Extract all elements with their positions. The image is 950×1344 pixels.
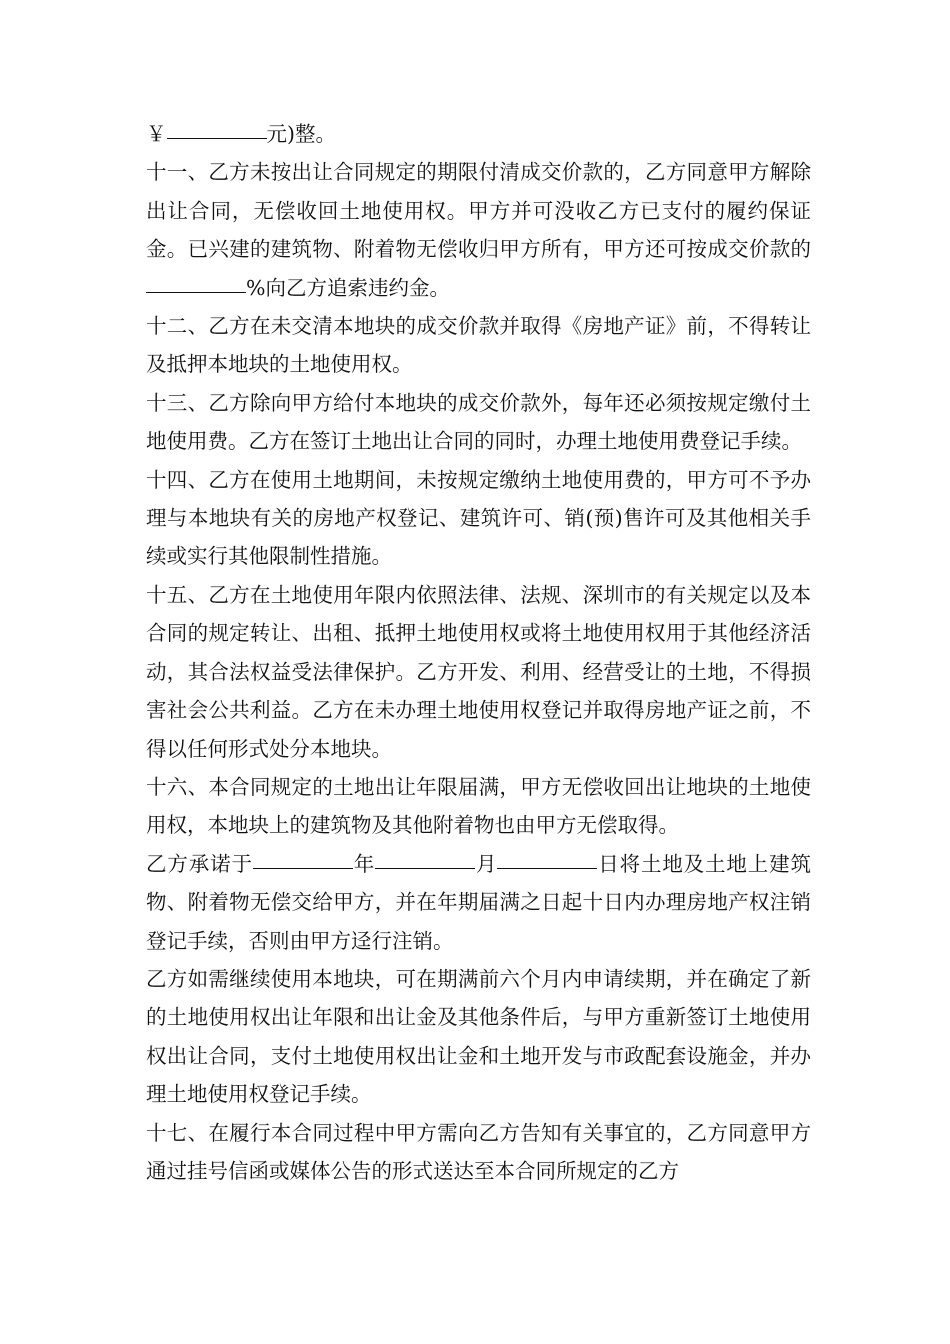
month-blank	[375, 867, 475, 869]
month-label: 月	[475, 851, 498, 876]
clause-11	[146, 153, 811, 307]
clause-17: 十七、在履行本合同过程中甲方需向乙方告知有关事宜的，乙方同意甲方通过挂号信函或媒体公告的形式送达至本合同所规定的乙方	[146, 1120, 811, 1183]
year-label: 年	[352, 851, 376, 876]
penalty-percent-blank	[146, 291, 246, 293]
clause-11-tail: %向乙方追索违约金。	[246, 275, 450, 300]
paragraph-amount	[146, 115, 811, 153]
return-date-text: 日将土地及土地上建筑物、附着物无偿交给甲方，并在年期届满之日起十日内办理房地产权注销登记手续，否则由甲方迳行注销。	[146, 851, 812, 953]
amount-blank	[167, 137, 267, 139]
clause-13: 十三、乙方除向甲方给付本地块的成交价款外，每年还必须按规定缴付土地使用费。乙方在签订土地出让合同的同时，办理土地使用费登记手续。	[146, 390, 811, 454]
currency-symbol: ￥	[146, 122, 167, 146]
clause-16-return-date	[146, 845, 811, 960]
clause-12: 十二、乙方在未交清本地块的成交价款并取得《房地产证》前，不得转让及抵押本地块的土地使用权。	[146, 314, 811, 377]
clause-15: 十五、乙方在土地使用年限内依照法律、法规、深圳市的有关规定以及本合同的规定转让、出租、抵押土地使用权或将土地使用权用于其他经济活动，其合法权益受法律保护。乙方开发、利用、经营受让的土地，不得损害社会公共利益。乙方在未办理土地使用权登记并取得房地产证之前，不得以任何形式处分本地块。	[146, 582, 811, 761]
day-blank	[497, 867, 597, 869]
clause-16-renewal: 乙方如需继续使用本地块，可在期满前六个月内申请续期，并在确定了新的土地使用权出让年限和出让金及其他条件后，与甲方重新签订土地使用权出让合同，支付土地使用权出让金和土地开发与市政配套设施金，并办理土地使用权登记手续。	[146, 966, 811, 1107]
document-body	[146, 115, 811, 1190]
year-blank	[253, 867, 353, 869]
amount-suffix: 元)整。	[266, 122, 336, 146]
clause-14: 十四、乙方在使用土地期间，未按规定缴纳土地使用费的，甲方可不予办理与本地块有关的房地产权登记、建筑许可、销(预)售许可及其他相关手续或实行其他限制性措施。	[146, 467, 811, 569]
return-date-prefix: 乙方承诺于	[146, 851, 253, 876]
clause-16: 十六、本合同规定的土地出让年限届满，甲方无偿收回出让地块的土地使用权，本地块上的建筑物及其他附着物也由甲方无偿取得。	[146, 774, 811, 838]
clause-11-text: 十一、乙方未按出让合同规定的期限付清成交价款的，乙方同意甲方解除出让合同，无偿收回土地使用权。甲方并可没收乙方已支付的履约保证金。已兴建的建筑物、附着物无偿收归甲方所有，甲方还可按成交价款的	[146, 160, 811, 262]
